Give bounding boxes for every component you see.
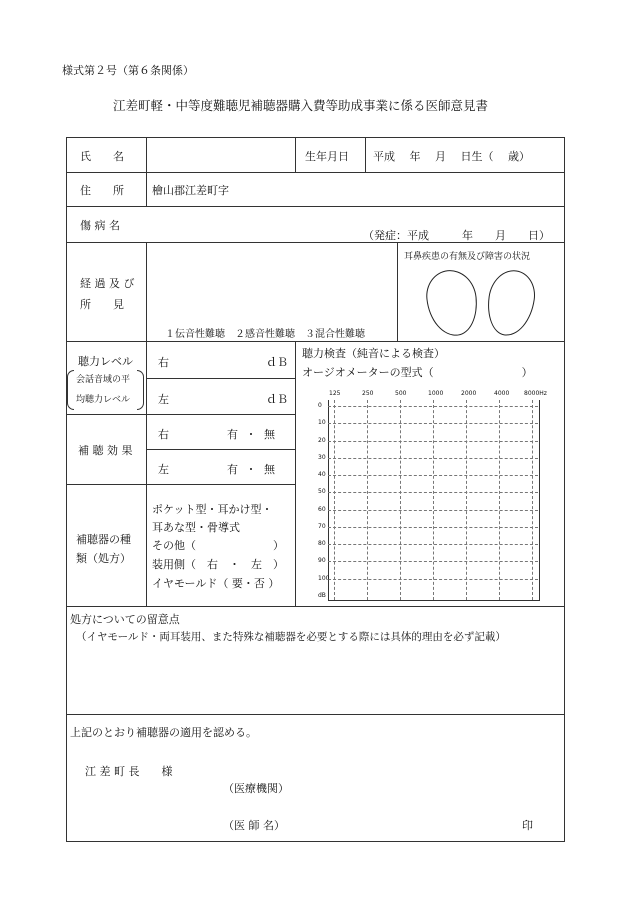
form-number: 様式第２号（第６条関係） (62, 64, 194, 77)
notes-field[interactable] (70, 646, 560, 710)
aid-type-option-1[interactable]: ポケット型・耳かけ型・ (152, 503, 273, 516)
aid-side[interactable]: 装用側（ 右 ・ 左 ） (152, 558, 284, 571)
address-label: 住 所 (80, 184, 124, 197)
aid-type-label: 補聴器の種 (76, 533, 131, 546)
birthdate-label: 生年月日 (305, 150, 349, 163)
audiogram-vline (532, 400, 533, 600)
audiogram-y-tick-label: 0 (318, 402, 322, 409)
audiogram-y-tick-label: 20 (318, 436, 326, 444)
audiogram-y-tick-label: 60 (318, 505, 326, 513)
audiogram-vline (466, 400, 467, 600)
audiogram-y-tick-label: 40 (318, 471, 326, 479)
aid-effect-right-label: 右 (158, 428, 169, 441)
institution-label: （医療機関） (223, 782, 289, 795)
hearing-level-label: 聴力レベル (78, 355, 133, 368)
aid-effect-left-options[interactable]: 有 ・ 無 (227, 463, 275, 476)
ear-status-label: 耳鼻疾患の有無及び障害の状況 (404, 252, 531, 262)
hearing-test-label: 聴力検査（純音による検査） (302, 347, 445, 360)
audiogram-grid-frame (328, 400, 540, 601)
findings-label: 所 見 (80, 298, 124, 311)
audiogram-y-tick-label: 100 (318, 574, 330, 582)
audiogram-hline (328, 579, 538, 580)
audiogram-hline (328, 492, 538, 493)
audiogram-y-tick-label: 50 (318, 488, 326, 496)
audiogram-x-tick-label: 250 (362, 390, 374, 397)
aid-effect-right-options[interactable]: 有 ・ 無 (227, 428, 275, 441)
audiogram-y-tick-label: 80 (318, 540, 326, 548)
hearing-level-right-unit[interactable]: ｄＢ (266, 356, 288, 369)
institution-field[interactable] (300, 776, 550, 794)
onset-date: （発症：平成 年 月 日） (363, 229, 550, 242)
audiogram-hline (328, 475, 538, 476)
audiogram-hline (328, 441, 538, 442)
findings-field[interactable] (148, 244, 395, 322)
audiogram-x-tick-label: 8000Hz (524, 390, 547, 397)
addressee: 江 差 町 長 様 (85, 765, 173, 778)
audiogram-y-tick-label: dB (318, 592, 326, 599)
audiogram-y-tick-label: 70 (318, 522, 326, 530)
aid-effect-label: 補 聴 効 果 (78, 444, 133, 457)
doctor-label: （医 師 名） (223, 819, 285, 832)
audiogram-hline (328, 458, 538, 459)
audiogram-hline (328, 527, 538, 528)
audiogram-x-tick-label: 4000 (494, 390, 510, 397)
address-field[interactable]: 檜山郡江差町字 (152, 184, 229, 197)
audiogram-x-tick-label: 500 (395, 390, 407, 397)
ear-mold[interactable]: イヤモールド（ 要・否 ） (152, 577, 280, 590)
audiogram-vline (499, 400, 500, 600)
audiogram-vline (433, 400, 434, 600)
aid-type-option-2[interactable]: 耳あな型・骨導式 (152, 521, 240, 534)
hearing-level-right-label: 右 (158, 356, 169, 369)
notes-instruction: （イヤモールド・両耳装用、また特殊な補聴器を必要とする際には具体的理由を必ず記載） (76, 631, 506, 643)
audiogram-vline (334, 400, 335, 600)
doctor-field[interactable] (300, 813, 510, 831)
audiogram-hline (328, 544, 538, 545)
audiogram-hline (328, 561, 538, 562)
name-field[interactable] (148, 139, 293, 171)
audiogram-y-tick-label: 10 (318, 419, 326, 427)
audiogram-hline (328, 423, 538, 424)
audiogram-x-tick-label: 125 (329, 390, 341, 397)
audiometer-model[interactable]: オージオメーターの型式（ ） (302, 366, 533, 379)
audiogram[interactable] (300, 388, 560, 604)
notes-label: 処方についての留意点 (70, 613, 180, 626)
approval-text: 上記のとおり補聴器の適用を認める。 (70, 726, 257, 739)
hearing-level-sub2: 均聴力レベル (76, 395, 131, 405)
disease-label: 傷 病 名 (80, 219, 120, 232)
audiogram-x-tick-label: 2000 (461, 390, 477, 397)
name-label: 氏 名 (80, 150, 124, 163)
audiogram-y-tick-label: 30 (318, 453, 326, 461)
hearing-level-left-label: 左 (158, 393, 169, 406)
birthdate-field[interactable]: 平成 年 月 日生（ 歳） (373, 150, 530, 163)
history-label: 経 過 及 び (80, 277, 135, 290)
aid-type-other[interactable]: その他（ ） (152, 539, 284, 552)
disease-field[interactable] (148, 208, 558, 224)
audiogram-vline (367, 400, 368, 600)
audiogram-hline (328, 406, 538, 407)
aid-effect-left-label: 左 (158, 463, 169, 476)
hearing-level-sub1: 会話音域の平 (76, 375, 131, 385)
page-title: 江差町軽・中等度難聴児補聴器購入費等助成事業に係る医師意見書 (113, 98, 489, 113)
audiogram-x-tick-label: 1000 (428, 390, 444, 397)
hearing-level-left-unit[interactable]: ｄＢ (266, 393, 288, 406)
audiogram-y-tick-label: 90 (318, 557, 326, 565)
hearing-loss-types: １伝音性難聴 ２感音性難聴 ３混合性難聴 (165, 329, 365, 340)
audiogram-vline (400, 400, 401, 600)
audiogram-hline (328, 510, 538, 511)
aid-type-label-2: 類（処方） (76, 552, 131, 565)
seal-mark: 印 (522, 819, 533, 832)
